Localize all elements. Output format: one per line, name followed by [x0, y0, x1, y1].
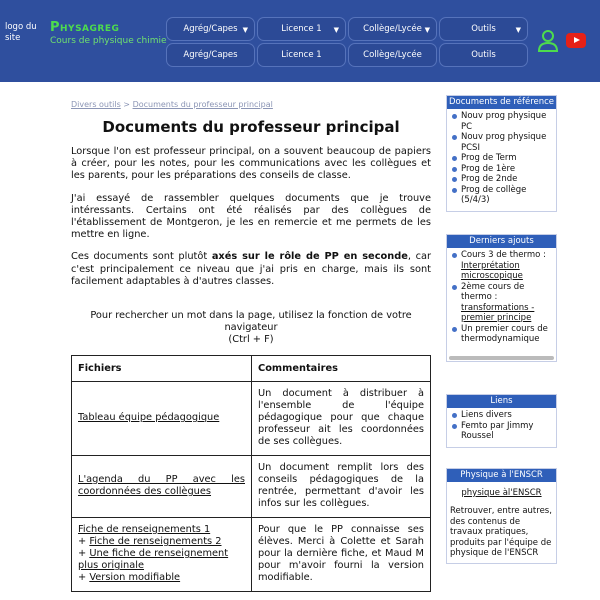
- recent-list: [447, 248, 556, 350]
- site-logo[interactable]: logo du site: [5, 22, 37, 43]
- brand-name[interactable]: Physagreg: [50, 20, 120, 35]
- sidebar-reference-docs: [446, 95, 557, 212]
- comment-cell: Pour que le PP connaisse ses élèves. Merci à Colette et Sarah pour la dernière fiche, et Maud M pour m'avoir fourni la version modifiable.: [252, 517, 431, 591]
- search-note: [71, 310, 431, 347]
- file-link-fiche-originale[interactable]: Une fiche de renseignement plus originale: [78, 548, 229, 572]
- breadcrumb-parent-link[interactable]: Divers outils: [71, 100, 121, 109]
- recent-link-interpretation[interactable]: Interprétation microscopique: [461, 260, 523, 281]
- nav-licence1-dropdown[interactable]: [257, 17, 346, 41]
- file-link-fiche-2[interactable]: Fiche de renseignements 2: [89, 535, 222, 547]
- table-row: [72, 455, 431, 517]
- list-item: [451, 250, 552, 282]
- intro-paragraph-3: [71, 251, 431, 288]
- sidebar-enscr: [446, 468, 557, 564]
- sidebar-title: Derniers ajouts: [447, 235, 556, 248]
- horizontal-scrollbar[interactable]: [449, 356, 554, 360]
- site-header: [0, 0, 600, 82]
- plus-sign: +: [78, 548, 90, 560]
- nav-outils-dropdown[interactable]: [439, 17, 528, 41]
- file-link-version-modifiable[interactable]: Version modifiable: [89, 572, 181, 584]
- plus-sign: +: [78, 572, 90, 584]
- sidebar-item[interactable]: Prog de Term: [451, 153, 552, 164]
- nav-licence1[interactable]: Licence 1: [257, 43, 346, 67]
- enscr-description: Retrouver, entre autres, des contenus de travaux pratiques, produits par l'équipe de physique de l'ENSCR: [450, 506, 552, 558]
- p3-after: , car c'est principalement ce niveau que j'ai pris en charge, mais ils sont facilement adaptables à d'autres classes.: [71, 251, 431, 287]
- caret-down-icon: ▼: [333, 26, 339, 34]
- breadcrumb-current-link[interactable]: Documents du professeur principal: [132, 100, 273, 109]
- reference-list: [447, 109, 556, 211]
- search-note-line2: (Ctrl + F): [228, 334, 274, 346]
- youtube-icon[interactable]: [566, 33, 586, 48]
- header-comments: Commentaires: [252, 355, 431, 381]
- table-header-row: [72, 355, 431, 381]
- p3-bold: axés sur le rôle de PP en seconde: [211, 251, 408, 263]
- sidebar-item[interactable]: Nouv prog physique PCSI: [451, 132, 552, 153]
- search-note-line1: Pour rechercher un mot dans la page, utilisez la fonction de votre navigateur: [90, 310, 412, 334]
- sidebar-item[interactable]: Liens divers: [451, 410, 552, 421]
- list-item: Un premier cours de thermodynamique: [451, 324, 552, 345]
- caret-down-icon: ▼: [424, 26, 430, 34]
- documents-table: [71, 355, 431, 592]
- sidebar-item[interactable]: Prog de 2nde: [451, 174, 552, 185]
- breadcrumb-separator: >: [120, 100, 133, 109]
- main-content: [71, 100, 431, 592]
- nav-college-lycee-dropdown[interactable]: [348, 17, 437, 41]
- file-cell: [72, 517, 252, 591]
- p3-before: Ces documents sont plutôt: [71, 251, 212, 263]
- comment-cell: Un document à distribuer à l'ensemble de l'équipe pédagogique pour que chaque professeur ait les coordonnées de ses collègues.: [252, 381, 431, 455]
- nav-label: Outils: [471, 24, 496, 34]
- sidebar-item[interactable]: Prog de 1ère: [451, 164, 552, 175]
- nav-agreg-capes-dropdown[interactable]: [166, 17, 255, 41]
- nav-label: Licence 1: [281, 24, 322, 34]
- links-list: [447, 408, 556, 447]
- table-row: [72, 381, 431, 455]
- sidebar-links: [446, 394, 557, 448]
- list-item: [451, 282, 552, 324]
- recent-link-transformations[interactable]: transformations - premier principe: [461, 302, 535, 323]
- intro-paragraph-1: Lorsque l'on est professeur principal, on a souvent beaucoup de papiers à créer, pour les notes, pour les communications avec les collègues et les parents, pour les préparations des conseils de classe.: [71, 146, 431, 182]
- comment-cell: Un document remplit lors des conseils pédagogiques de la rentrée, permettant d'avoir les infos sur les collègues.: [252, 455, 431, 517]
- caret-down-icon: ▼: [242, 26, 248, 34]
- nav-row-2: [166, 43, 530, 67]
- nav-agreg-capes[interactable]: Agrég/Capes: [166, 43, 255, 67]
- intro-paragraph-2: J'ai essayé de rassembler quelques documents que je trouve intéressants. Certains ont été réalisés par des collègues de l'établissement de Montgeron, je les en remercie et me permets de les mettre en ligne.: [71, 192, 431, 241]
- caret-down-icon: ▼: [515, 26, 521, 34]
- file-cell: [72, 381, 252, 455]
- nav-label: Collège/Lycée: [363, 24, 422, 34]
- sidebar-item[interactable]: Nouv prog physique PC: [451, 111, 552, 132]
- recent-scroll-area[interactable]: [447, 248, 556, 361]
- table-row: [72, 517, 431, 591]
- nav-outils[interactable]: Outils: [439, 43, 528, 67]
- sidebar-item[interactable]: Femto par Jimmy Roussel: [451, 421, 552, 442]
- main-nav: [166, 17, 530, 69]
- header-files: Fichiers: [72, 355, 252, 381]
- brand[interactable]: [50, 20, 167, 47]
- sidebar-title: Physique à l'ENSCR: [447, 469, 556, 482]
- file-cell: [72, 455, 252, 517]
- sidebar-title: Documents de référence: [448, 97, 555, 107]
- sidebar-item[interactable]: Prog de collège (5/4/3): [451, 185, 552, 206]
- nav-label: Agrég/Capes: [183, 24, 238, 34]
- user-icon[interactable]: [538, 30, 558, 52]
- plus-sign: +: [78, 535, 90, 547]
- nav-row-1: [166, 17, 530, 41]
- file-link-tableau-equipe[interactable]: Tableau équipe pédagogique: [78, 412, 220, 424]
- sidebar-recent: [446, 234, 557, 362]
- recent-text: Cours 3 de thermo :: [461, 250, 546, 260]
- nav-college-lycee[interactable]: Collège/Lycée: [348, 43, 437, 67]
- page-title: Documents du professeur principal: [102, 118, 400, 136]
- file-link-fiche-1[interactable]: Fiche de renseignements 1: [78, 523, 211, 535]
- enscr-link[interactable]: physique àl'ENSCR: [461, 488, 542, 498]
- brand-tagline: Cours de physique chimie: [50, 36, 167, 46]
- recent-text: 2ème cours de thermo :: [461, 281, 525, 302]
- breadcrumb: [71, 100, 431, 109]
- sidebar-title: Liens: [447, 395, 556, 408]
- file-link-agenda-pp[interactable]: L'agenda du PP avec les coordonnées des collègues: [78, 473, 245, 498]
